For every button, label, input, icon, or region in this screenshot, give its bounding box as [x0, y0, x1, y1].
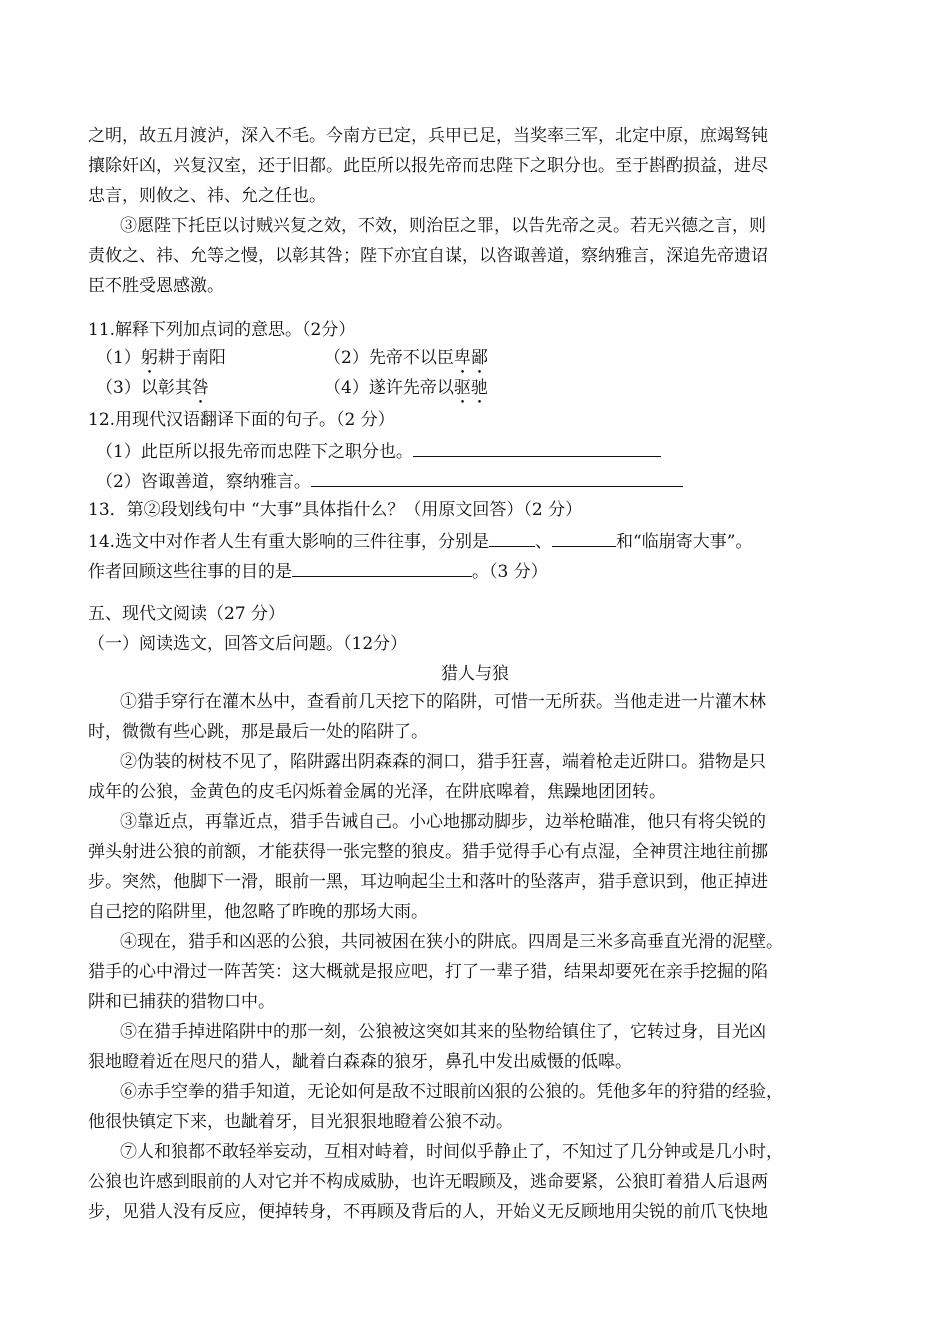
question-13-stem: 13．第②段划线句中 “大事”具体指什么？（用原文回答）（2 分）: [88, 500, 583, 520]
story-line: 步。突然，他脚下一滑，眼前一黑，耳边响起尘土和落叶的坠落声，猎手意识到，他正掉进: [88, 872, 768, 892]
question-14-line-2: 作者回顾这些往事的目的是 。（3 分）: [88, 558, 878, 584]
dotted-word: 咎: [191, 378, 209, 398]
story-line: ④现在，猎手和凶恶的公狼，共同被困在狭小的阱底。四周是三米多高垂直光滑的泥壁。: [120, 932, 783, 952]
question-11-row-2: [96, 376, 886, 408]
passage-line: 责攸之、祎、允等之慢，以彰其咎；陛下亦宜自谋，以咨诹善道，察纳雅言，深追先帝遗诏: [88, 246, 768, 266]
story-line: ⑥赤手空拳的猎手知道，无论如何是敌不过眼前凶狠的公狼的。凭他多年的狩猎的经验，: [120, 1082, 783, 1102]
passage-line: ③愿陛下托臣以讨贼兴复之效，不效，则治臣之罪，以告先帝之灵。若无兴德之言，则: [120, 216, 766, 236]
answer-blank[interactable]: [552, 528, 616, 547]
story-line: 步，见猎人没有反应，便掉转身，不再顾及背后的人，开始义无反顾地用尖锐的前爪飞快地: [88, 1202, 768, 1222]
question-14-line-1: 14.选文中对作者人生有重大影响的三件往事，分别是 、 和“临崩寄大事”。: [88, 528, 878, 554]
story-line: ③靠近点，再靠近点，猎手告诫自己。小心地挪动脚步，边举枪瞄准，他只有将尖锐的: [120, 812, 766, 832]
passage-line: 臣不胜受恩感激。: [88, 276, 224, 296]
section-part-title: （一）阅读选文，回答文后问题。（12分）: [88, 634, 408, 654]
section-title: 五、现代文阅读（27 分）: [88, 604, 286, 624]
story-line: 狠地瞪着近在咫尺的猎人，龇着白森森的狼牙，鼻孔中发出威慑的低嗥。: [88, 1052, 632, 1072]
story-line: 猎手的心中滑过一阵苦笑：这大概就是报应吧，打了一辈子猎，结果却要死在亲手挖掘的陷: [88, 962, 768, 982]
story-title: 猎人与狼: [441, 664, 509, 684]
question-12-stem: 12.用现代汉语翻译下面的句子。（2 分）: [88, 410, 395, 430]
passage-line: 之明，故五月渡泸，深入不毛。今南方已定，兵甲已足，当奖率三军，北定中原，庶竭驽钝: [88, 126, 768, 146]
story-line: 弹头射进公狼的前额，才能获得一张完整的狼皮。猎手觉得手心有点湿，全神贯注地往前挪: [88, 842, 768, 862]
answer-blank[interactable]: [489, 528, 535, 547]
q11-item-1: （1）躬耕于南阳: [96, 348, 226, 368]
question-11-row-1: [96, 346, 886, 378]
dotted-word: 卑鄙: [453, 348, 488, 368]
question-12-item-2: （2）咨诹善道，察纳雅言。: [96, 468, 886, 494]
story-line: ②伪装的树枝不见了，陷阱露出阴森森的洞口，猎手狂喜，端着枪走近阱口。猎物是只: [120, 752, 766, 772]
question-12-item-1: （1）此臣所以报先帝而忠陛下之职分也。: [96, 438, 886, 464]
story-line: 成年的公狼，金黄色的皮毛闪烁着金属的光泽，在阱底嗥着，焦躁地团团转。: [88, 782, 666, 802]
story-line: 时，微微有些心跳，那是最后一处的陷阱了。: [88, 722, 428, 742]
question-11-stem: 11.解释下列加点词的意思。（2分）: [88, 320, 356, 340]
story-line: 他很快镇定下来，也龇着牙，目光狠狠地瞪着公狼不动。: [88, 1112, 513, 1132]
passage-line: 忠言，则攸之、祎、允之任也。: [88, 186, 326, 206]
dotted-word: 躬: [140, 348, 158, 368]
story-line: ⑤在猎手掉进陷阱中的那一刻，公狼被这突如其来的坠物给镇住了，它转过身，目光凶: [120, 1022, 766, 1042]
story-line: ⑦人和狼都不敢轻举妄动，互相对峙着，时间似乎静止了，不知过了几分钟或是几小时，: [120, 1142, 783, 1162]
dotted-word: 驱驰: [453, 378, 488, 398]
answer-blank[interactable]: [292, 558, 472, 577]
q11-item-3: （3）以彰其咎: [96, 378, 209, 398]
q11-item-4: （4）遂许先帝以驱驰: [324, 378, 488, 398]
answer-blank[interactable]: [413, 438, 661, 457]
story-line: 阱和已捕获的猎物口中。: [88, 992, 275, 1012]
passage-line: 攘除奸凶，兴复汉室，还于旧都。此臣所以报先帝而忠陛下之职分也。至于斟酌损益，进尽: [88, 156, 768, 176]
story-line: ①猎手穿行在灌木丛中，查看前几天挖下的陷阱，可惜一无所获。当他走进一片灌木林: [120, 692, 766, 712]
q11-item-2: （2）先帝不以臣卑鄙: [324, 348, 488, 368]
story-line: 自己挖的陷阱里，他忽略了昨晚的那场大雨。: [88, 902, 428, 922]
story-line: 公狼也许感到眼前的人对它并不构成威胁，也许无暇顾及，逃命要紧，公狼盯着猎人后退两: [88, 1172, 768, 1192]
answer-blank[interactable]: [311, 468, 683, 487]
